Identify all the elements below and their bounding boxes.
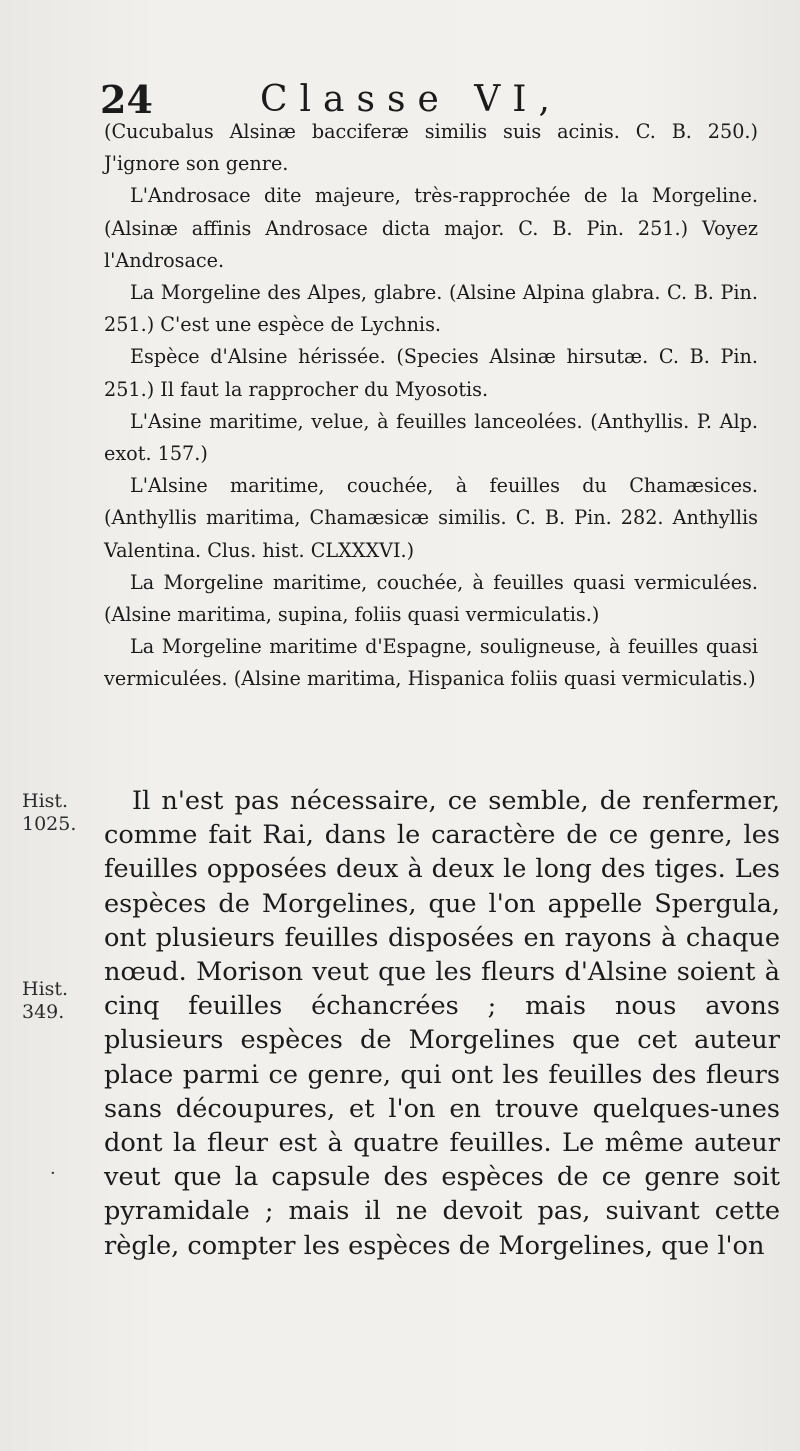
body-text: [104, 784, 780, 1263]
margin-note-number: 1025.: [22, 813, 77, 835]
species-entry: L'Asine maritime, velue, à feuilles lanceolées. (Anthyllis. P. Alp. exot. 157.): [104, 409, 758, 466]
species-entry: L'Androsace dite majeure, très-rapprochée de la Morgeline. (Alsinæ affinis Androsace dicta major. C. B. Pin. 251.) Voyez l'Androsace.: [104, 184, 758, 272]
margin-note-1: [22, 790, 96, 836]
species-list: [104, 116, 758, 696]
margin-mark: ·: [50, 1163, 56, 1184]
page-number: 24: [100, 77, 153, 122]
margin-note-label: Hist.: [22, 790, 69, 812]
body-paragraph: Il n'est pas nécessaire, ce semble, de renfermer, comme fait Rai, dans le caractère de ce genre, les feuilles opposées deux à deux le long des tiges. Les espèces de Morgelines, que l'on appelle Spergula, ont plusieurs feuilles disposées en rayons à chaque nœud. Morison veut que les fleurs d'Alsine soient à cinq feuilles échancrées ; mais nous avons plusieurs espèces de Morgelines que cet auteur place parmi ce genre, qui ont les feuilles des fleurs sans découpures, et l'on en trouve quelques-unes dont la fleur est à quatre feuilles. Le même auteur veut que la capsule des espèces de ce genre soit pyramidale ; mais il ne devoit pas, suivant cette règle, compter les espèces de Morgelines, que l'on: [104, 786, 780, 1261]
species-entry: La Morgeline des Alpes, glabre. (Alsine Alpina glabra. C. B. Pin. 251.) C'est une espèce de Lychnis.: [104, 281, 758, 337]
species-entry: La Morgeline maritime d'Espagne, souligneuse, à feuilles quasi vermiculées. (Alsine maritima, Hispanica foliis quasi vermiculatis.): [104, 635, 758, 691]
running-title: Classe VI,: [260, 79, 562, 120]
species-entry: L'Alsine maritime, couchée, à feuilles du Chamæsices. (Anthyllis maritima, Chamæsicæ similis. C. B. Pin. 282. Anthyllis Valentina. Clus. hist. CLXXXVI.): [104, 474, 758, 562]
margin-note-label: Hist.: [22, 978, 69, 1000]
species-entry: (Cucubalus Alsinæ bacciferæ similis suis acinis. C. B. 250.) J'ignore son genre.: [104, 120, 758, 176]
species-entry: Espèce d'Alsine hérissée. (Species Alsinæ hirsutæ. C. B. Pin. 251.) Il faut la rapprocher du Myosotis.: [104, 345, 758, 401]
margin-note-2: [22, 978, 96, 1024]
margin-note-number: 349.: [22, 1001, 65, 1023]
species-entry: La Morgeline maritime, couchée, à feuilles quasi vermiculées. (Alsine maritima, supina, foliis quasi vermiculatis.): [104, 570, 758, 627]
